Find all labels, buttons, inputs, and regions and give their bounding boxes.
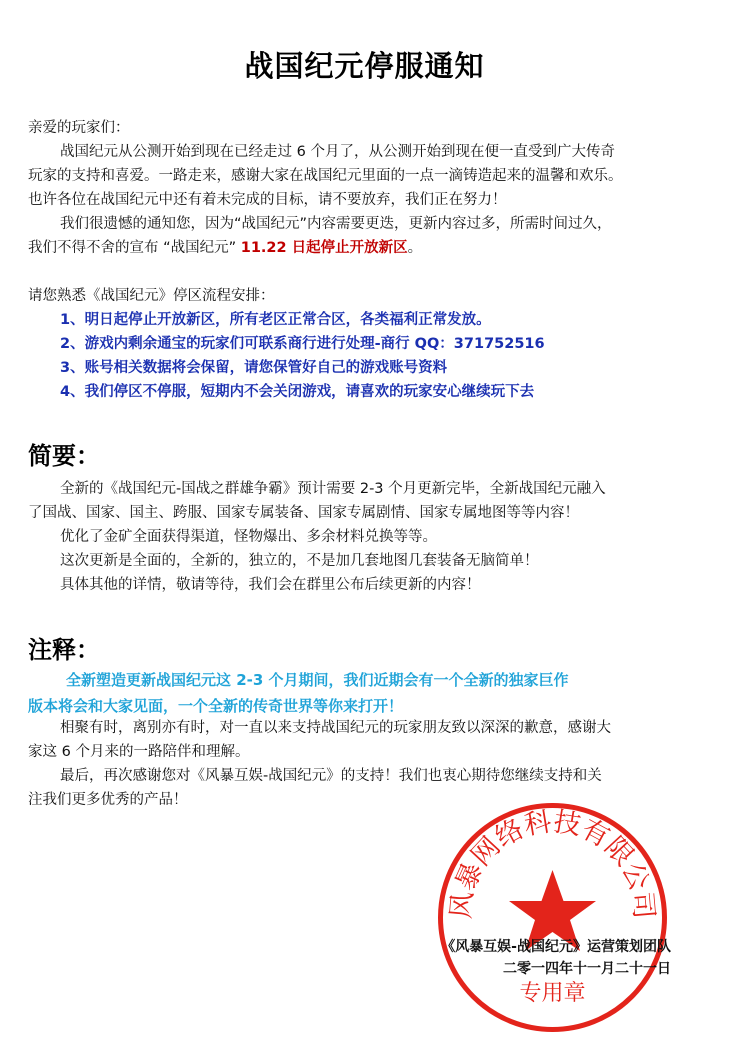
- process-item: 1、明日起停止开放新区，所有老区正常合区，各类福利正常发放。: [60, 312, 491, 328]
- process-item: 3、账号相关数据将会保留，请您保管好自己的游戏账号资料: [60, 360, 448, 376]
- seal-text: 风暴网络科技有限公司: [445, 806, 660, 921]
- summary-line: 优化了金矿全面获得渠道，怪物爆出、多余材料兑换等等。: [60, 529, 437, 545]
- intro-text: 。: [407, 240, 423, 256]
- notes-heading: 注释：: [28, 635, 100, 664]
- process-item: 4、我们停区不停服，短期内不会关闭游戏，请喜欢的玩家安心继续玩下去: [60, 384, 535, 400]
- seal-graphic: [435, 800, 670, 1035]
- stop-date-highlight: 11.22 日起停止开放新区: [240, 240, 408, 256]
- company-seal: [435, 800, 670, 1035]
- summary-line: 全新的《战国纪元-国战之群雄争霸》预计需要 2-3 个月更新完毕，全新战国纪元融入: [60, 481, 606, 497]
- intro-text: 我们不得不舍的宣布 “战国纪元”: [28, 240, 241, 256]
- process-intro: 请您熟悉《战国纪元》停区流程安排：: [28, 288, 275, 304]
- summary-line: 这次更新是全面的，全新的，独立的，不是加几套地图几套装备无脑简单！: [60, 553, 539, 569]
- notes-line: 注我们更多优秀的产品！: [28, 792, 188, 808]
- summary-line: 了国战、国家、国主、跨服、国家专属装备、国家专属剧情、国家专属地图等等内容！: [28, 505, 579, 521]
- notes-line: 家这 6 个月来的一路陪伴和理解。: [28, 744, 250, 760]
- notes-line: 最后，再次感谢您对《风暴互娱-战国纪元》的支持！我们也衷心期待您继续支持和关: [60, 768, 602, 784]
- signature-team: 《风暴互娱-战国纪元》运营策划团队: [441, 939, 671, 955]
- greeting: 亲爱的玩家们：: [28, 120, 130, 136]
- intro-paragraph-line: 战国纪元从公测开始到现在已经走过 6 个月了，从公测开始到现在便一直受到广大传奇: [60, 144, 615, 160]
- intro-paragraph-line: 也许各位在战国纪元中还有着未完成的目标，请不要放弃，我们正在努力！: [28, 192, 507, 208]
- signature-date: 二零一四年十一月二十一日: [503, 961, 671, 977]
- summary-line: 具体其他的详情，敬请等待，我们会在群里公布后续更新的内容！: [60, 577, 481, 593]
- intro-paragraph-line: 玩家的支持和喜爱。一路走来，感谢大家在战国纪元里面的一点一滴铸造起来的温馨和欢乐。: [28, 168, 623, 184]
- notes-highlight-line: 全新塑造更新战国纪元这 2-3 个月期间，我们近期会有一个全新的独家巨作: [66, 671, 569, 689]
- process-item: 2、游戏内剩余通宝的玩家们可联系商行进行处理-商行 QQ：371752516: [60, 336, 545, 352]
- summary-heading: 简要：: [28, 441, 100, 470]
- page-title: 战国纪元停服通知: [244, 49, 485, 83]
- notes-highlight-line: 版本将会和大家见面，一个全新的传奇世界等你来打开！: [28, 697, 404, 715]
- intro-paragraph-line: 我们很遗憾的通知您，因为“战国纪元”内容需要更迭，更新内容过多，所需时间过久，: [60, 216, 612, 232]
- intro-paragraph-line: [28, 236, 698, 260]
- notes-line: 相聚有时，离别亦有时，对一直以来支持战国纪元的玩家朋友致以深深的歉意，感谢大: [60, 720, 611, 736]
- seal-subtext: 专用章: [519, 981, 586, 1006]
